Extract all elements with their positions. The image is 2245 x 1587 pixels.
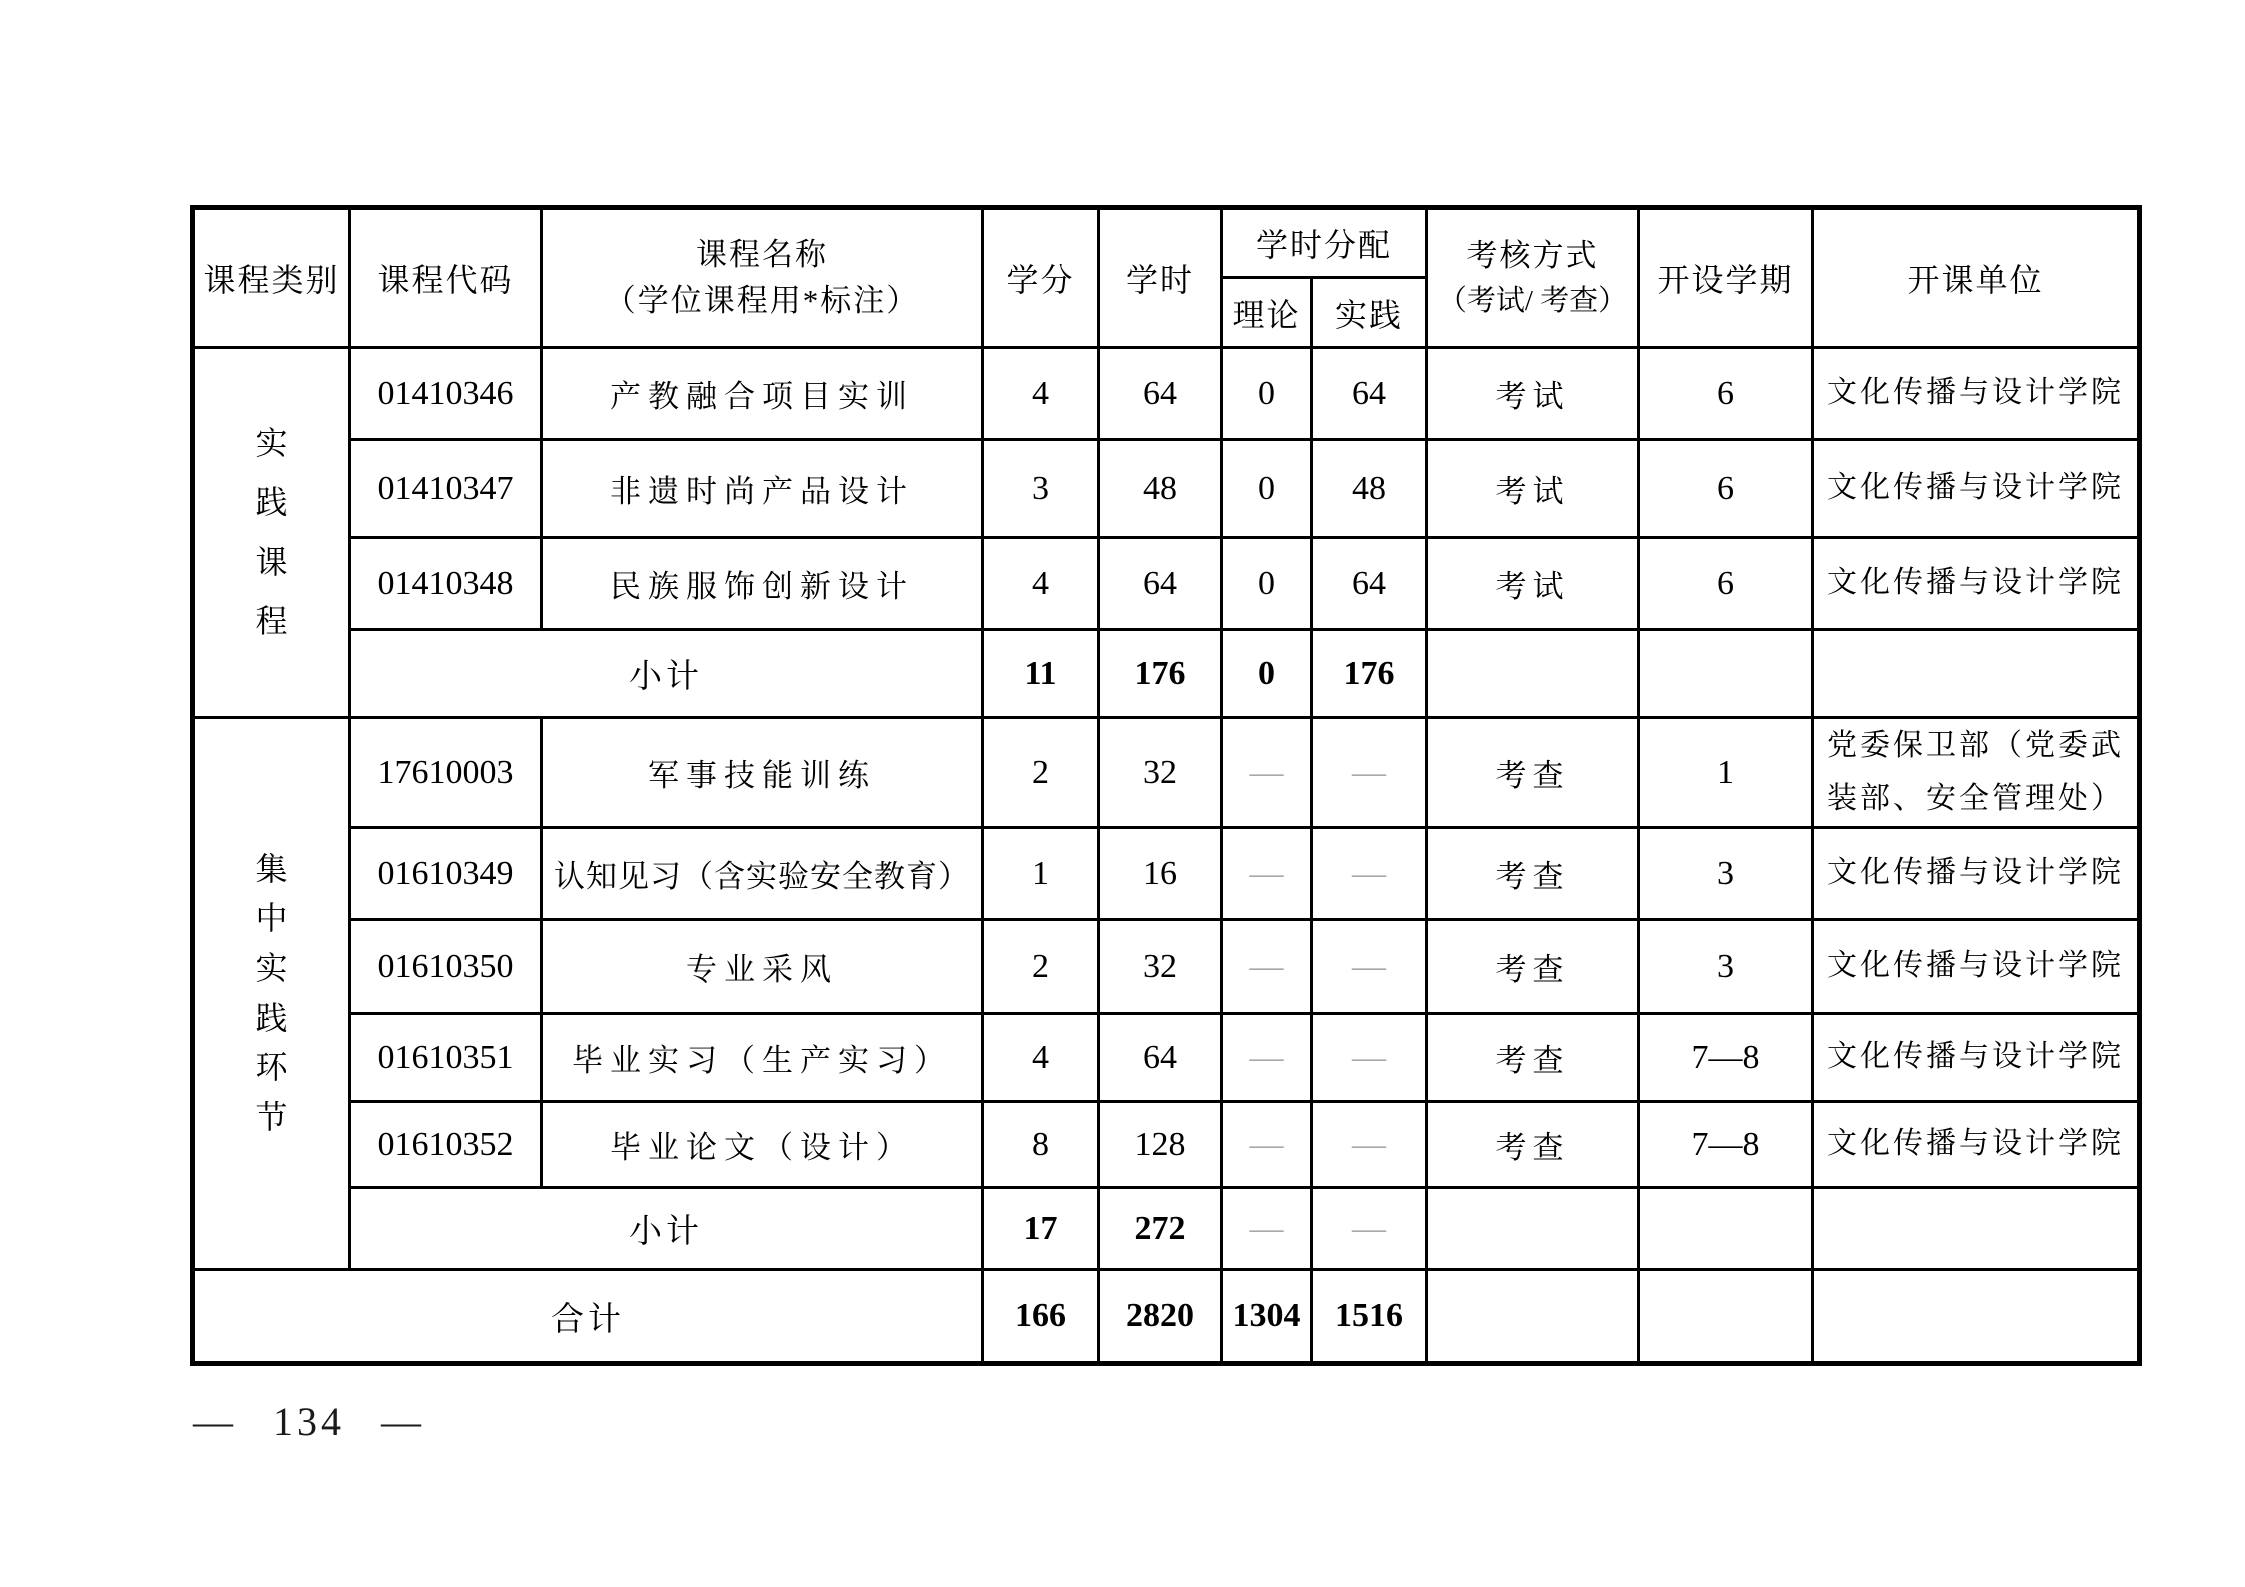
cell-code: 01610350	[350, 920, 542, 1014]
col-header-name-line1: 课程名称	[696, 236, 828, 272]
cell-code: 01410347	[350, 440, 542, 538]
cell-unit: 文化传播与设计学院	[1813, 440, 2140, 538]
cell-theory-hours: —	[1222, 718, 1312, 828]
cell-total-practice: 1516	[1312, 1270, 1427, 1364]
col-header-credits: 学分	[983, 208, 1099, 348]
col-header-assessment-line1: 考核方式	[1466, 238, 1599, 273]
cell-empty	[1427, 1188, 1639, 1270]
cell-practice-hours: —	[1312, 1102, 1427, 1188]
cell-subtotal-label: 小计	[350, 1188, 983, 1270]
cell-assessment: 考试	[1427, 440, 1639, 538]
cell-practice-hours: 48	[1312, 440, 1427, 538]
cell-empty	[1813, 1188, 2140, 1270]
cell-theory-hours: —	[1222, 828, 1312, 920]
cell-course-name: 非遗时尚产品设计	[542, 440, 983, 538]
cell-code: 01610351	[350, 1014, 542, 1102]
col-header-semester: 开设学期	[1639, 208, 1813, 348]
cell-semester: 6	[1639, 538, 1813, 630]
col-header-name	[542, 208, 983, 348]
cell-practice-hours: —	[1312, 718, 1427, 828]
total-row	[193, 1270, 2140, 1364]
cell-subtotal-credits: 11	[983, 630, 1099, 718]
cell-empty	[1639, 1270, 1813, 1364]
cell-course-name: 认知见习（含实验安全教育）	[542, 828, 983, 920]
cell-empty	[1427, 630, 1639, 718]
cell-practice-hours: —	[1312, 920, 1427, 1014]
cell-theory-hours: 0	[1222, 538, 1312, 630]
cell-hours: 48	[1099, 440, 1222, 538]
cell-credits: 3	[983, 440, 1099, 538]
cell-theory-hours: —	[1222, 920, 1312, 1014]
cell-assessment: 考试	[1427, 348, 1639, 440]
cell-hours: 32	[1099, 718, 1222, 828]
cell-semester: 6	[1639, 348, 1813, 440]
cell-hours: 16	[1099, 828, 1222, 920]
cell-code: 17610003	[350, 718, 542, 828]
cell-unit: 党委保卫部（党委武装部、安全管理处）	[1813, 718, 2140, 828]
cell-assessment: 考查	[1427, 1014, 1639, 1102]
cell-practice-hours: —	[1312, 1014, 1427, 1102]
cell-semester: 7—8	[1639, 1014, 1813, 1102]
cell-course-name: 毕业论文（设计）	[542, 1102, 983, 1188]
course-row	[193, 718, 2140, 828]
cell-credits: 4	[983, 538, 1099, 630]
cell-assessment: 考查	[1427, 920, 1639, 1014]
col-header-code: 课程代码	[350, 208, 542, 348]
cell-semester: 7—8	[1639, 1102, 1813, 1188]
cell-semester: 6	[1639, 440, 1813, 538]
col-header-theory: 理论	[1222, 278, 1312, 348]
cell-unit: 文化传播与设计学院	[1813, 828, 2140, 920]
course-row	[193, 1102, 2140, 1188]
col-header-category: 课程类别	[193, 208, 350, 348]
col-header-assessment	[1427, 208, 1639, 348]
cell-subtotal-hours: 272	[1099, 1188, 1222, 1270]
course-row	[193, 920, 2140, 1014]
cell-category-practice-courses	[193, 348, 350, 718]
cell-course-name: 毕业实习（生产实习）	[542, 1014, 983, 1102]
cell-subtotal-hours: 176	[1099, 630, 1222, 718]
course-row	[193, 440, 2140, 538]
cell-code: 01610349	[350, 828, 542, 920]
cell-empty	[1639, 630, 1813, 718]
cell-unit: 文化传播与设计学院	[1813, 348, 2140, 440]
cell-course-name: 军事技能训练	[542, 718, 983, 828]
course-row	[193, 538, 2140, 630]
subtotal-row	[193, 1188, 2140, 1270]
cell-credits: 4	[983, 1014, 1099, 1102]
cell-practice-hours: 64	[1312, 538, 1427, 630]
cell-theory-hours: 0	[1222, 348, 1312, 440]
cell-semester: 3	[1639, 828, 1813, 920]
course-row	[193, 828, 2140, 920]
cell-semester: 1	[1639, 718, 1813, 828]
course-row	[193, 348, 2140, 440]
header-row-1	[193, 208, 2140, 278]
cell-hours: 64	[1099, 348, 1222, 440]
cell-total-theory: 1304	[1222, 1270, 1312, 1364]
col-header-hours-alloc: 学时分配	[1222, 208, 1427, 278]
cell-assessment: 考查	[1427, 718, 1639, 828]
cell-hours: 32	[1099, 920, 1222, 1014]
cell-empty	[1427, 1270, 1639, 1364]
cell-code: 01410346	[350, 348, 542, 440]
curriculum-table	[190, 205, 2142, 1366]
cell-subtotal-practice: 176	[1312, 630, 1427, 718]
cell-unit: 文化传播与设计学院	[1813, 920, 2140, 1014]
cell-hours: 64	[1099, 538, 1222, 630]
col-header-name-line2: （学位课程用*标注）	[604, 283, 920, 318]
cell-hours: 64	[1099, 1014, 1222, 1102]
cell-code: 01410348	[350, 538, 542, 630]
cell-practice-hours: 64	[1312, 348, 1427, 440]
cell-code: 01610352	[350, 1102, 542, 1188]
category-label: 集中实践环节	[255, 850, 288, 1135]
cell-course-name: 产教融合项目实训	[542, 348, 983, 440]
cell-theory-hours: —	[1222, 1102, 1312, 1188]
cell-unit: 文化传播与设计学院	[1813, 538, 2140, 630]
cell-practice-hours: —	[1312, 828, 1427, 920]
cell-assessment: 考试	[1427, 538, 1639, 630]
cell-course-name: 民族服饰创新设计	[542, 538, 983, 630]
cell-subtotal-theory: —	[1222, 1188, 1312, 1270]
cell-credits: 2	[983, 920, 1099, 1014]
cell-unit: 文化传播与设计学院	[1813, 1102, 2140, 1188]
page-number: — 134 —	[193, 1399, 425, 1444]
cell-credits: 8	[983, 1102, 1099, 1188]
cell-theory-hours: 0	[1222, 440, 1312, 538]
cell-subtotal-theory: 0	[1222, 630, 1312, 718]
cell-assessment: 考查	[1427, 1102, 1639, 1188]
cell-subtotal-credits: 17	[983, 1188, 1099, 1270]
cell-total-hours: 2820	[1099, 1270, 1222, 1364]
cell-unit: 文化传播与设计学院	[1813, 1014, 2140, 1102]
cell-theory-hours: —	[1222, 1014, 1312, 1102]
cell-credits: 1	[983, 828, 1099, 920]
col-header-unit: 开课单位	[1813, 208, 2140, 348]
cell-empty	[1813, 630, 2140, 718]
cell-total-label: 合计	[193, 1270, 983, 1364]
cell-total-credits: 166	[983, 1270, 1099, 1364]
cell-semester: 3	[1639, 920, 1813, 1014]
subtotal-row	[193, 630, 2140, 718]
cell-subtotal-practice: —	[1312, 1188, 1427, 1270]
cell-course-name: 专业采风	[542, 920, 983, 1014]
course-row	[193, 1014, 2140, 1102]
cell-category-concentrated-practice	[193, 718, 350, 1270]
cell-credits: 4	[983, 348, 1099, 440]
col-header-practice: 实践	[1312, 278, 1427, 348]
category-label: 实践课程	[255, 425, 288, 639]
cell-hours: 128	[1099, 1102, 1222, 1188]
cell-subtotal-label: 小计	[350, 630, 983, 718]
cell-credits: 2	[983, 718, 1099, 828]
col-header-assessment-line2: （考试/ 考查）	[1437, 284, 1628, 317]
cell-assessment: 考查	[1427, 828, 1639, 920]
cell-empty	[1813, 1270, 2140, 1364]
col-header-hours: 学时	[1099, 208, 1222, 348]
cell-empty	[1639, 1188, 1813, 1270]
